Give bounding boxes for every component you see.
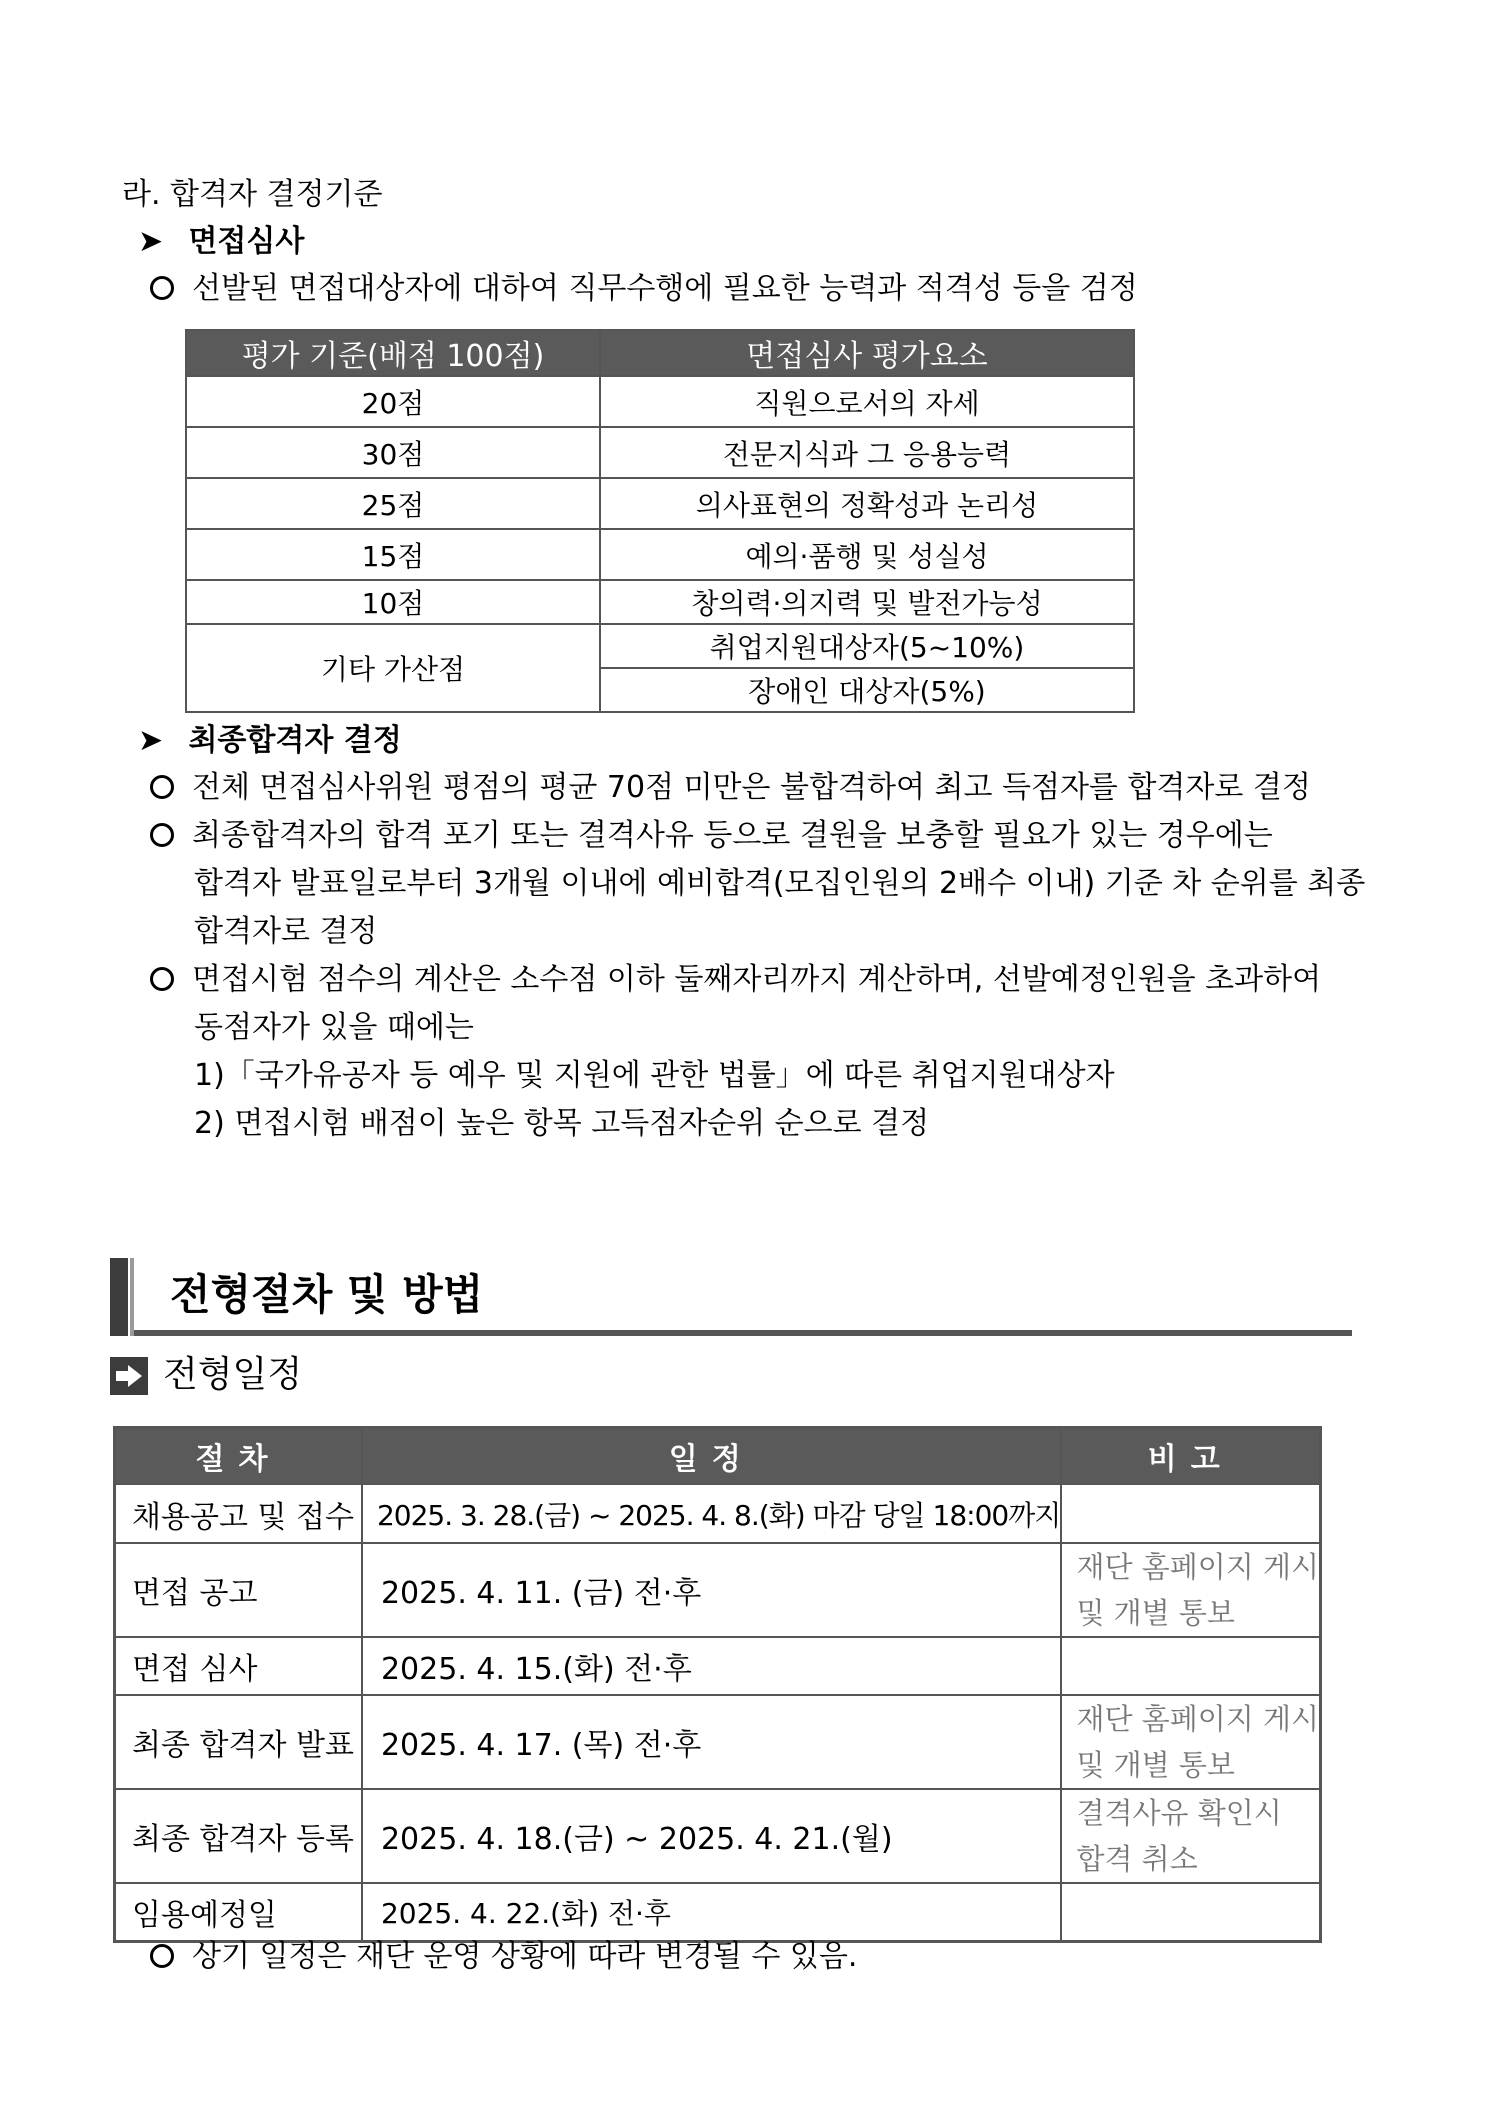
table-row	[115, 1695, 1321, 1789]
eval-bonus-item: 장애인 대상자(5%)	[600, 668, 1134, 712]
section-heading-bar	[110, 1258, 128, 1336]
schedule-step: 최종 합격자 등록	[115, 1789, 362, 1883]
table-row	[186, 376, 1134, 427]
circle-bullet-icon	[150, 967, 174, 991]
final-bullet-2-line-1: 최종합격자의 합격 포기 또는 결격사유 등으로 결원을 보충할 필요가 있는 경우에는	[192, 818, 1273, 853]
schedule-note-line: 및 개별 통보	[1076, 1748, 1235, 1782]
schedule-note	[1061, 1695, 1320, 1789]
section-heading-bar-accent	[130, 1258, 134, 1336]
table-row	[115, 1883, 1321, 1941]
eval-score: 15점	[186, 529, 600, 580]
schedule-note	[1061, 1789, 1320, 1883]
schedule-header-note: 비고	[1061, 1428, 1320, 1485]
arrow-right-icon	[114, 1363, 144, 1389]
eval-score: 10점	[186, 580, 600, 624]
table-row	[115, 1543, 1321, 1637]
eval-score: 20점	[186, 376, 600, 427]
interview-bullet-text: 선발된 면접대상자에 대하여 직무수행에 필요한 능력과 적격성 등을 검정	[192, 271, 1138, 306]
eval-bonus-item: 취업지원대상자(5~10%)	[600, 624, 1134, 668]
schedule-note	[1061, 1883, 1320, 1941]
table-row	[186, 580, 1134, 624]
evaluation-table	[185, 329, 1135, 713]
schedule-note-line: 결격사유 확인시	[1076, 1796, 1282, 1830]
process-subtitle: 전형일정	[163, 1354, 303, 1395]
eval-score: 30점	[186, 427, 600, 478]
final-bullet-3-line-1: 면접시험 점수의 계산은 소수점 이하 둘째자리까지 계산하며, 선발예정인원을 초과하여	[192, 962, 1322, 997]
schedule-note	[1061, 1543, 1320, 1637]
schedule-note-line: 합격 취소	[1076, 1842, 1198, 1876]
schedule-note	[1061, 1484, 1320, 1543]
schedule-footnote-text: 상기 일정은 재단 운영 상황에 따라 변경될 수 있음.	[192, 1939, 858, 1974]
table-row	[115, 1484, 1321, 1543]
schedule-step: 면접 심사	[115, 1637, 362, 1695]
schedule-date: 2025. 4. 11. (금) 전·후	[362, 1543, 1061, 1637]
eval-item: 예의·품행 및 성실성	[600, 529, 1134, 580]
table-row	[186, 478, 1134, 529]
schedule-date: 2025. 4. 22.(화) 전·후	[362, 1883, 1061, 1941]
interview-heading	[138, 222, 304, 262]
final-bullet-1-text: 전체 면접심사위원 평점의 평균 70점 미만은 불합격하여 최고 득점자를 합격자로 결정	[192, 770, 1311, 805]
schedule-header-date: 일정	[362, 1428, 1061, 1485]
schedule-date: 2025. 3. 28.(금) ~ 2025. 4. 8.(화) 마감 당일 18:00까지	[362, 1484, 1061, 1543]
arrowhead-icon: ➤	[138, 723, 164, 758]
section-title: 라. 합격자 결정기준	[122, 177, 383, 212]
schedule-footnote	[150, 1937, 857, 1977]
table-row	[186, 427, 1134, 478]
final-heading	[138, 721, 402, 761]
eval-header-item: 면접심사 평가요소	[600, 330, 1134, 376]
table-row	[186, 529, 1134, 580]
schedule-step: 면접 공고	[115, 1543, 362, 1637]
schedule-date: 2025. 4. 17. (목) 전·후	[362, 1695, 1061, 1789]
interview-heading-text: 면접심사	[188, 224, 305, 259]
tiebreak-1: 1)「국가유공자 등 예우 및 지원에 관한 법률」에 따른 취업지원대상자	[194, 1058, 1115, 1093]
eval-item: 직원으로서의 자세	[600, 376, 1134, 427]
circle-bullet-icon	[150, 276, 174, 300]
table-row	[186, 624, 1134, 668]
schedule-table	[113, 1426, 1322, 1943]
eval-bonus-label: 기타 가산점	[186, 624, 600, 712]
schedule-note-line: 및 개별 통보	[1076, 1596, 1235, 1630]
circle-bullet-icon	[150, 823, 174, 847]
eval-item: 의사표현의 정확성과 논리성	[600, 478, 1134, 529]
final-bullet-2	[150, 816, 1273, 856]
table-header-row	[115, 1428, 1321, 1485]
eval-item: 창의력·의지력 및 발전가능성	[600, 580, 1134, 624]
table-row	[115, 1789, 1321, 1883]
process-section-title: 전형절차 및 방법	[170, 1270, 484, 1319]
final-heading-text: 최종합격자 결정	[188, 723, 402, 758]
eval-item: 전문지식과 그 응용능력	[600, 427, 1134, 478]
final-bullet-3	[150, 960, 1321, 1000]
table-header-row	[186, 330, 1134, 376]
final-bullet-1	[150, 768, 1311, 808]
arrowhead-icon: ➤	[138, 224, 164, 259]
schedule-note-line: 재단 홈페이지 게시	[1076, 1702, 1319, 1736]
tiebreak-2: 2) 면접시험 배점이 높은 항목 고득점자순위 순으로 결정	[194, 1106, 930, 1141]
arrow-right-box-icon	[110, 1357, 148, 1395]
schedule-header-step: 절차	[115, 1428, 362, 1485]
interview-bullet	[150, 269, 1138, 309]
eval-score: 25점	[186, 478, 600, 529]
circle-bullet-icon	[150, 1944, 174, 1968]
final-bullet-3-line-2: 동점자가 있을 때에는	[194, 1010, 474, 1045]
section-underline	[134, 1330, 1352, 1336]
schedule-step: 채용공고 및 접수	[115, 1484, 362, 1543]
circle-bullet-icon	[150, 775, 174, 799]
eval-header-score: 평가 기준(배점 100점)	[186, 330, 600, 376]
schedule-note-line: 재단 홈페이지 게시	[1076, 1550, 1319, 1584]
schedule-date: 2025. 4. 18.(금) ~ 2025. 4. 21.(월)	[362, 1789, 1061, 1883]
table-row	[115, 1637, 1321, 1695]
schedule-step: 최종 합격자 발표	[115, 1695, 362, 1789]
schedule-note	[1061, 1637, 1320, 1695]
final-bullet-2-line-2: 합격자 발표일로부터 3개월 이내에 예비합격(모집인원의 2배수 이내) 기준 차 순위를 최종	[194, 866, 1366, 901]
final-bullet-2-line-3: 합격자로 결정	[194, 914, 378, 949]
schedule-date: 2025. 4. 15.(화) 전·후	[362, 1637, 1061, 1695]
schedule-step: 임용예정일	[115, 1883, 362, 1941]
